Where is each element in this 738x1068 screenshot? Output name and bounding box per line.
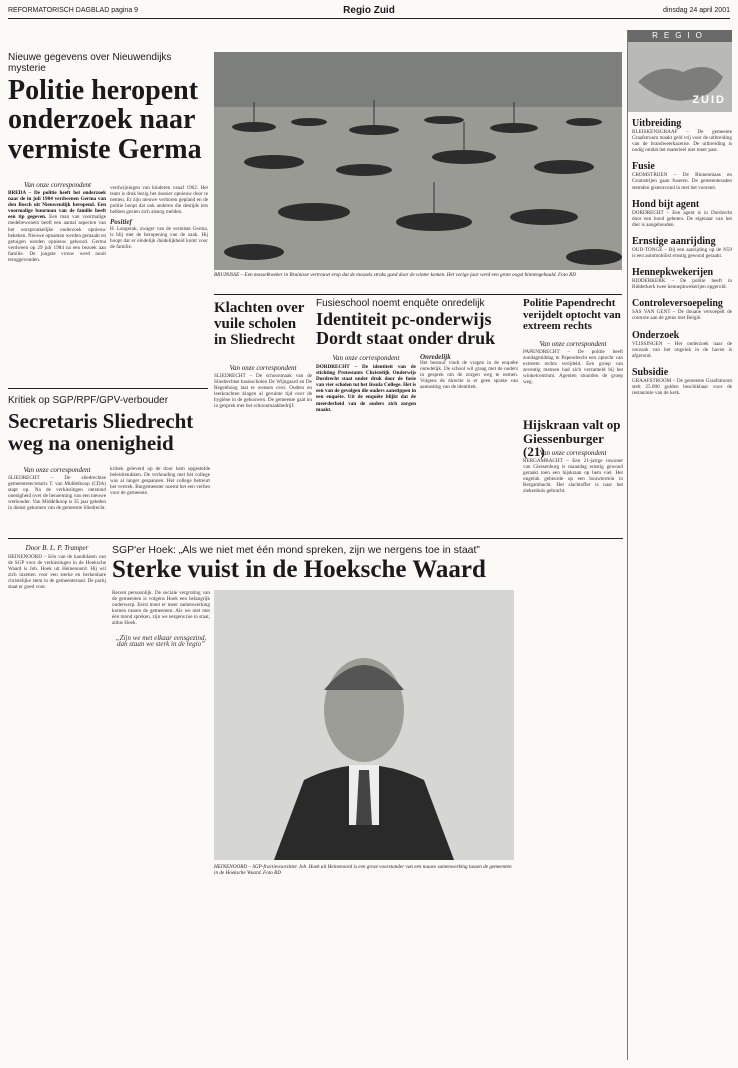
sidebar-item-body: OUD-TONGE – Bij een aanrijding op de N59 is een automobilist ernstig gewond geraakt. [632,246,732,260]
sidebar-item-heading: Fusie [632,161,655,173]
portrait-drawing [214,590,514,860]
article-byline: Van onze correspondent [539,449,607,457]
sidebar-items [628,112,732,396]
article-text-2: Het bestuur vindt de vragen in de enquête onredelijk. De school wil graag met de ouders in gesprek om de zorgen weg te nemen. Volgens de directie is er geen sprake van aantasting van de identiteit. [420,360,518,391]
article-body: BERGAMBACHT – Een 21-jarige inwoner van Giessenburg is maandag ernstig gewond geraakt toen een hijskraan op hem viel. Het ongeluk gebeurde op een bouwterrein in Bergambacht. Het slachtoffer is naar het ziekenhuis gebracht. [523,458,623,495]
subhead-positief: Positief [110,218,132,227]
sidebar-item-heading: Controleversoepeling [632,298,723,310]
regional-sidebar [627,30,732,1060]
article-title: Politie Papendrecht verijdelt optocht van extreem rechts [523,297,621,333]
article-text: DORDRECHT – De identiteit van de stichting Protestants Christelijk Onderwijs Dordrecht staat onder druk door de fusie van vier scholen tot het Insula College. Het is een van de gevolgen die ouders aanstippen in een enquête. Uit de enquête blijkt dat de meerderheid van de ouders zich zorgen maakt. [316,364,416,413]
sidebar-item-heading: Onderzoek [632,329,680,341]
sidebar-item-body: CROMSTRIJEN – De Binnenmaas en Cromstrijen gaan fuseren. De gemeenteraden stemden gisteravond in met het voorstel. [632,172,732,191]
article-title: Sterke vuist in de Hoeksche Waard [112,556,486,583]
article-body: PAPENDRECHT – De politie heeft zondagmiddag in Papendrecht een optocht van extreem rechts verijdeld. Een groep van zeventig mensen had zich verzameld bij het winkelcentrum. Agenten stuurden de groep weg. [523,349,623,386]
sidebar-item-heading: Hond bijt agent [632,198,700,210]
article-kicker: Kritiek op SGP/RPF/GPV-verbouder [8,395,169,406]
divider [214,294,622,295]
article-lead: BREDA – De politie heeft het onderzoek naar de in juli 1984 verdwenen Germa van den Bosch uit Nieuwendijk heropend. Een voormalige buurman van de familie heeft een tip gegeven. [8,190,106,221]
date-label: dinsdag 24 april 2001 [663,7,730,14]
article-body: SLIEDRECHT – De sliedrechtse gemeentesecretaris T. van Middelkoop (CDA) stapt op. Na de verkiezingen ontstond onenigheid over de benoeming van een nieuwe wethouder. Van Middelkoop is 35 jaar geleden in dienst gekomen van de gemeente Sliedrecht. [8,475,106,512]
photo-caption: HEINENOORD – SGP-fractievoorzitter Joh. Hoek uit Heinenoord is een groot voorstander van een nauwe samenwerking tussen de gemeenten in de Hoeksche Waard. Foto RD [214,864,512,876]
article-body-col2: kritiek geleverd op de door hem opgestelde beleidsstukken. De verhouding met het college was al langer gespannen. Het college betreurt het vertrek. Burgemeester noemt het een verlies voor de gemeente. [110,466,210,497]
article-byline: Van onze correspondent [23,181,91,189]
paper-page-label: REFORMATORISCH DAGBLAD pagina 9 [8,7,139,14]
sidebar-item-body: VLISSINGEN – Het onderzoek naar de oorzaak van het ongeluk in de haven is afgerond. [632,340,732,359]
sidebar-item-body: DORDRECHT – Een agent is in Dordrecht door een hond gebeten. De eigenaar van het dier is aangehouden. [632,209,732,228]
article-text: Een man van voormalige medebewoners heeft een aantal aspecten van het oorspronkelijke onderzoek opnieuw bekeken. Nieuwe opnamen werden gemaakt en getuigen werden opnieuw gehoord. Germa verdween op 29 juli 1984 na een bezoek aan familie. De jongste vrouw werd nooit teruggevonden. [8,214,106,264]
sidebar-item-body: BLEISKENSGRAAF – De gemeente Graafstroom maakt geld vrij voor de uitbreiding van de brandweerkazerne. De uitbreiding is nodig omdat het materieel niet meer past. [632,129,732,154]
article-kicker: SGP'er Hoek: „Als we niet met één mond spreken, zijn we nergens toe in staat” [112,544,480,556]
pull-quote: „Zijn we met elkaar eensgezind, dan staan we sterk in de regio” [115,633,207,648]
article-body [8,190,106,380]
article-body: SLIEDRECHT – De schoonmaak van de Sliedrechtse basisscholen De Wijngaard en De Regenboog laat te wensen over. Ouders en leerkrachten klagen al geruime tijd over de hygiëne in de gebouwen. De gemeente gaat nu in gesprek met het schoonmaakbedrijf. [214,373,312,410]
article-text-3: H. Langerak, zwager van de vermiste Germa, is blij met de heropening van de zaak. Hij hoopt dat er eindelijk duidelijkheid komt voor de familie. [110,225,208,250]
article-title: Secretaris Sliedrecht weg na onenigheid [8,409,194,456]
article-byline: Van onze correspondent [332,354,400,362]
regio-map [628,42,732,112]
article-title: Identiteit pc-onderwijs Dordt staat onder druk [316,309,496,348]
portrait-photo [214,590,514,860]
regio-zuid-label: ZUID [692,94,726,106]
article-body [316,364,416,524]
article-byline: Door B. L. P. Tramper [25,544,89,552]
article-kicker: Fusieschool noemt enquête onredelijk [316,298,485,309]
article-title: Klachten over vuile scholen in Sliedrecht [214,300,305,348]
article-body [112,590,210,1040]
sidebar-item-heading: Hennepkwekerijen [632,267,714,279]
sidebar-item-body: GRAAFSTROOM – De gemeente Graafstroom stelt 25.000 gulden beschikbaar voor de restauratie van de kerk. [632,377,732,396]
article-body-col2 [110,185,208,385]
river-boats-photo [214,52,622,270]
subhead-onredelijk: Onredelijk [420,354,451,361]
section-title: Regio Zuid [343,5,395,16]
article-body-col2 [420,354,518,524]
river-photo-drawing [214,52,622,270]
article-body: HEINENOORD – Eén van de kandidaten van de SGP voor de verkiezingen in de Hoeksche Waard is Joh. Hoek uit Heinenoord. Hij wil zich inzetten voor een sterke en herkenbare christelijke stem in de gemeenteraad. De partij staat er goed voor. [8,554,106,591]
sidebar-item-heading: Subsidie [632,366,669,378]
article-byline: Van onze correspondent [539,340,607,348]
article-byline: Van onze correspondent [229,364,297,372]
sidebar-item-heading: Ernstige aanrijding [632,235,716,247]
divider [8,388,208,389]
article-text: Recent persoonlijk. De sociale vergroting van de gemeenten is volgens Hoek een belangrijk onderwerp. Eerst moet er meer samenwerking komen tussen de gemeenten. Als we niet met één mond spreken, zijn we nergens toe in staat, aldus Hoek. [112,590,210,627]
article-title: Hijskraan valt op Giessenburger (21) [523,417,621,460]
divider [8,538,623,539]
sidebar-item-heading: Uitbreiding [632,118,682,129]
article-title: Politie heropent onderzoek naar vermiste Germa [8,75,202,165]
article-byline: Van onze correspondent [23,466,91,474]
photo-caption: BRUINISSE – Een mosselkweker in Bruinisse vertrouwt erop dat de mossels straks goed door de winter komen. Het vorige jaar werd een grote oogst binnengehaald. Foto RD [214,272,577,278]
sidebar-item-body: RIDDERKERK – De politie heeft in Ridderkerk twee hennepkwekerijen opgerold. [632,278,732,291]
page-header [8,6,730,19]
article-kicker: Nieuwe gegevens over Nieuwendijks mysterie [8,52,172,74]
regio-banner: REGIO [628,30,732,42]
sidebar-item-body: SAS VAN GENT – De douane versoepelt de controle aan de grens met België. [632,309,732,322]
article-text-2: verdwijningen van kinderen vanaf 1962. Het team is druk bezig het dossier opnieuw door te nemen. Er zijn nieuwe verhoren gepland en de politie hoopt dat ook anderen die destijds iets hebben gezien zich alsnog melden. [110,185,208,216]
